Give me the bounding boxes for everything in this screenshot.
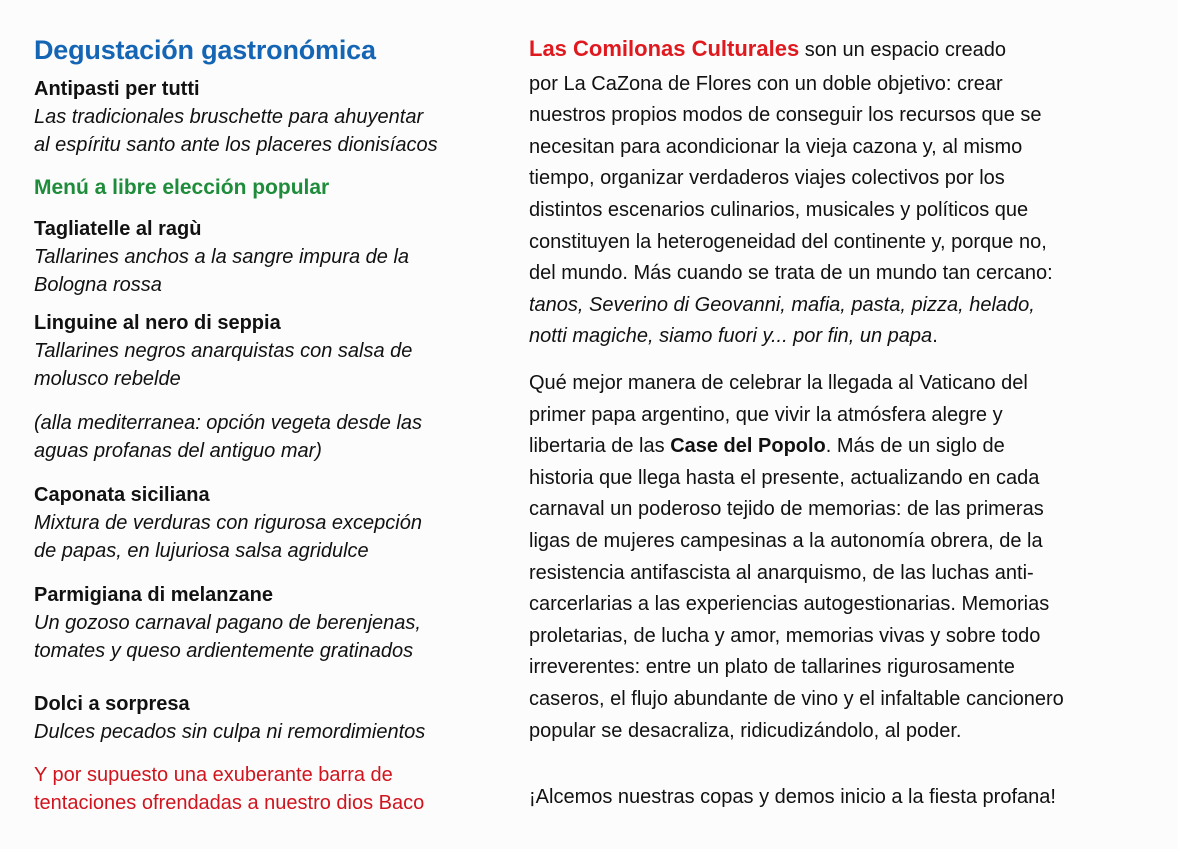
- dish-description: Tallarines negros anarquistas con salsa de: [34, 340, 413, 362]
- text-line: distintos escenarios culinarios, musicales y políticos que: [529, 199, 1029, 221]
- dish-description: de papas, en lujuriosa salsa agridulce: [34, 540, 369, 562]
- dish-description: Bologna rossa: [34, 274, 162, 296]
- dish-description: Tallarines anchos a la sangre impura de la: [34, 246, 410, 268]
- text-line-italic: tanos, Severino di Geovanni, mafia, pasta, pizza, helado,: [529, 293, 1035, 316]
- dish-name: Dolci a sorpresa: [34, 693, 190, 715]
- text-line: carcerlarias a las experiencias autogestionarias. Memorias: [529, 593, 1050, 616]
- menu-title: Degustación gastronómica: [34, 35, 376, 65]
- text-line: nuestros propios modos de conseguir los recursos que se: [529, 104, 1042, 127]
- dish-note: (alla mediterranea: opción vegeta desde las: [34, 412, 423, 434]
- section-title: Menú a libre elección popular: [34, 176, 330, 199]
- text-line: popular se desacraliza, ridicudizándolo, al poder.: [529, 719, 962, 742]
- closing-note: tentaciones ofrendadas a nuestro dios Baco: [34, 792, 425, 814]
- text-line: Qué mejor manera de celebrar la llegada al Vaticano del: [529, 372, 1028, 394]
- text-line: constituyen la heterogeneidad del continente y, porque no,: [529, 230, 1047, 253]
- text-line: tiempo, organizar verdaderos viajes colectivos por los: [529, 167, 1005, 190]
- text-line: proletarias, de lucha y amor, memorias vivas y sobre todo: [529, 624, 1041, 647]
- text-line: historia que llega hasta el presente, actualizando en cada: [529, 466, 1040, 489]
- text-line: irreverentes: entre un plato de tallarines rigurosamente: [529, 656, 1015, 679]
- brand-name: Las Comilonas Culturales: [529, 36, 800, 61]
- text-line: resistencia antifascista al anarquismo, de las luchas anti-: [529, 561, 1034, 584]
- text-line: primer papa argentino, que vivir la atmósfera alegre y: [529, 403, 1003, 426]
- closing-note: Y por supuesto una exuberante barra de: [34, 764, 393, 786]
- case-del-popolo: Case del Popolo: [670, 435, 826, 458]
- text-line: son un espacio creado: [799, 39, 1006, 61]
- period: .: [932, 325, 938, 348]
- text-line: ligas de mujeres campesinas a la autonomía obrera, de la: [529, 530, 1043, 552]
- text-fragment: libertaria de las: [529, 435, 671, 458]
- dish-description: Las tradicionales bruschette para ahuyentar: [34, 106, 424, 128]
- dish-description: molusco rebelde: [34, 368, 181, 390]
- dish-name: Linguine al nero di seppia: [34, 312, 281, 334]
- dish-description: tomates y queso ardientemente gratinados: [34, 640, 414, 662]
- text-line-italic: notti magiche, siamo fuori y... por fin, un papa: [529, 325, 933, 348]
- text-line: por La CaZona de Flores con un doble objetivo: crear: [529, 72, 1003, 95]
- dish-name: Antipasti per tutti: [34, 78, 200, 100]
- text-fragment: . Más de un siglo de: [825, 435, 1005, 458]
- text-line: carnaval un poderoso tejido de memorias: de las primeras: [529, 498, 1044, 521]
- dish-description: al espíritu santo ante los placeres dionisíacos: [34, 134, 438, 156]
- text-line: necesitan para acondicionar la vieja cazona y, al mismo: [529, 135, 1023, 158]
- closing-toast: ¡Alcemos nuestras copas y demos inicio a la fiesta profana!: [529, 786, 1056, 808]
- dish-name: Caponata siciliana: [34, 484, 210, 506]
- text-line: del mundo. Más cuando se trata de un mundo tan cercano:: [529, 262, 1053, 285]
- dish-name: Parmigiana di melanzane: [34, 584, 273, 606]
- dish-description: Un gozoso carnaval pagano de berenjenas,: [34, 612, 421, 634]
- dish-description: Dulces pecados sin culpa ni remordimientos: [34, 721, 426, 743]
- dish-name: Tagliatelle al ragù: [34, 218, 202, 240]
- dish-description: Mixtura de verduras con rigurosa excepción: [34, 512, 422, 534]
- text-line: caseros, el flujo abundante de vino y el infaltable cancionero: [529, 688, 1064, 710]
- dish-note: aguas profanas del antiguo mar): [34, 440, 322, 462]
